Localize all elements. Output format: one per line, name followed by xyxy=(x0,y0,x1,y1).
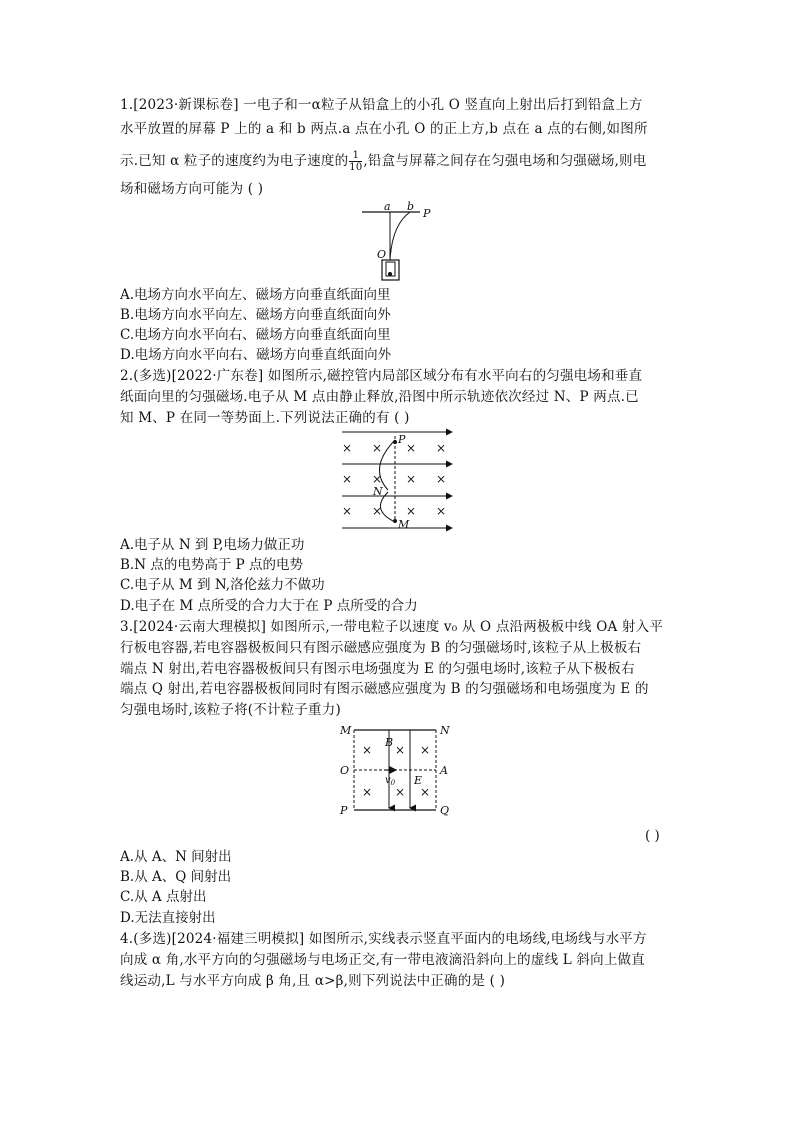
cross: × xyxy=(420,743,431,757)
label-M: M xyxy=(398,518,410,531)
q3-line-5: 匀强电场时,该粒子将(不计粒子重力) xyxy=(120,702,341,718)
q3-option-d: D.无法直接射出 xyxy=(120,910,216,926)
v-letter: v xyxy=(385,775,391,786)
q4-line-2: 向成 α 角,水平方向的匀强磁场与电场正交,有一带电液滴沿斜向上的虚线 L 斜向上做直 xyxy=(120,952,645,968)
cross: × xyxy=(406,441,417,455)
q1-line-2: 水平放置的屏幕 P 上的 a 和 b 两点.a 点在小孔 O 的正上方,b 点在 a 点的右侧,如图所 xyxy=(120,121,648,137)
label-N: N xyxy=(373,485,383,498)
q1-line-3 xyxy=(120,150,646,173)
q1-line-1: 1.[2023·新课标卷] 一电子和一α粒子从铅盒上的小孔 O 竖直向上射出后打到铅盒上方 xyxy=(120,97,643,113)
q2-option-a: A.电子从 N 到 P,电场力做正功 xyxy=(120,537,305,553)
q2-option-c: C.电子从 M 到 N,洛伦兹力不做功 xyxy=(120,577,325,593)
q3-line-1: 3.[2024·云南大理模拟] 如图所示,一带电粒子以速度 v₀ 从 O 点沿两极板中线 OA 射入平 xyxy=(120,619,664,635)
cross: × xyxy=(362,743,373,757)
q3-option-a: A.从 A、N 间射出 xyxy=(120,849,232,865)
cross: × xyxy=(372,472,383,486)
q1-option-d: D.电场方向水平向右、磁场方向垂直纸面向外 xyxy=(120,347,392,363)
q4-line-3: 线运动,L 与水平方向成 β 角,且 α>β,则下列说法中正确的是 ( ) xyxy=(120,973,506,989)
q3-option-b: B.从 A、Q 间射出 xyxy=(120,869,232,885)
q3-line-2: 行板电容器,若电容器极板间只有图示磁感应强度为 B 的匀强磁场时,该粒子从上极板右 xyxy=(120,640,642,656)
cross: × xyxy=(436,504,447,518)
label-P: P xyxy=(398,433,406,446)
cross: × xyxy=(395,743,406,757)
label-O: O xyxy=(377,248,387,261)
cross: × xyxy=(342,441,353,455)
cross: × xyxy=(372,441,383,455)
cross: × xyxy=(342,472,353,486)
label-O: O xyxy=(340,764,350,777)
cross: × xyxy=(436,441,447,455)
q4-line-1: 4.(多选)[2024·福建三明模拟] 如图所示,实线表示竖直平面内的电场线,电场线与水平方 xyxy=(120,931,647,947)
label-P: P xyxy=(340,804,348,817)
q1-line-4: 场和磁场方向可能为 ( ) xyxy=(120,181,264,197)
q2-figure xyxy=(340,428,460,534)
cross: × xyxy=(420,785,431,799)
label-b: b xyxy=(407,200,415,213)
point-P xyxy=(393,440,397,444)
cross: × xyxy=(436,472,447,486)
q1-option-b: B.电场方向水平向左、磁场方向垂直纸面向外 xyxy=(120,307,391,323)
source-dot xyxy=(388,272,392,276)
q2-line-1: 2.(多选)[2022·广东卷] 如图所示,磁控管内局部区域分布有水平向右的匀强电场和垂直 xyxy=(120,368,643,384)
q1-option-c: C.电场方向水平向右、磁场方向垂直纸面向里 xyxy=(120,327,391,343)
q2-option-b: B.N 点的电势高于 P 点的电势 xyxy=(120,557,303,573)
q3-line-4: 端点 Q 射出,若电容器极板间同时有图示磁感应强度为 B 的匀强磁场和电场强度为 E 的 xyxy=(120,681,649,697)
label-A: A xyxy=(440,764,448,777)
q3-line-3: 端点 N 射出,若电容器极板间只有图示电场强度为 E 的匀强电场时,该粒子从下极板右 xyxy=(120,661,635,677)
lead-box-outer xyxy=(382,260,399,280)
q1-line-3b: ,铅盒与屏幕之间存在匀强电场和匀强磁场,则电 xyxy=(363,153,647,169)
q2-line-2: 纸面向里的匀强磁场.电子从 M 点由静止释放,沿图中所示轨迹依次经过 N、P 两点.已 xyxy=(120,389,639,405)
cross: × xyxy=(362,785,373,799)
q3-figure xyxy=(338,722,468,822)
fraction xyxy=(349,150,362,173)
cross: × xyxy=(406,504,417,518)
fraction-denominator: 10 xyxy=(349,162,363,173)
label-Q: Q xyxy=(440,804,450,817)
label-B: B xyxy=(385,736,394,749)
label-E: E xyxy=(414,774,423,787)
point-M xyxy=(393,519,397,523)
q1-figure xyxy=(360,200,440,285)
label-a: a xyxy=(384,200,391,213)
label-M: M xyxy=(340,724,352,737)
q1-option-a: A.电场方向水平向左、磁场方向垂直纸面向里 xyxy=(120,287,391,303)
fraction-numerator: 1 xyxy=(349,150,362,162)
label-P: P xyxy=(423,207,431,220)
label-N: N xyxy=(440,724,450,737)
cross: × xyxy=(395,785,406,799)
cross: × xyxy=(406,472,417,486)
q2-option-d: D.电子在 M 点所受的合力大于在 P 点所受的合力 xyxy=(120,598,418,614)
q2-line-3: 知 M、P 在同一等势面上.下列说法正确的有 ( ) xyxy=(120,410,410,426)
q1-line-3a: 示.已知 α 粒子的速度约为电子速度的 xyxy=(120,153,349,169)
v-subscript: 0 xyxy=(390,779,396,787)
cross: × xyxy=(342,504,353,518)
q3-option-c: C.从 A 点射出 xyxy=(120,889,207,905)
q3-answer-bracket: ( ) xyxy=(645,828,660,844)
electron-track xyxy=(390,212,410,260)
cross: × xyxy=(372,504,383,518)
